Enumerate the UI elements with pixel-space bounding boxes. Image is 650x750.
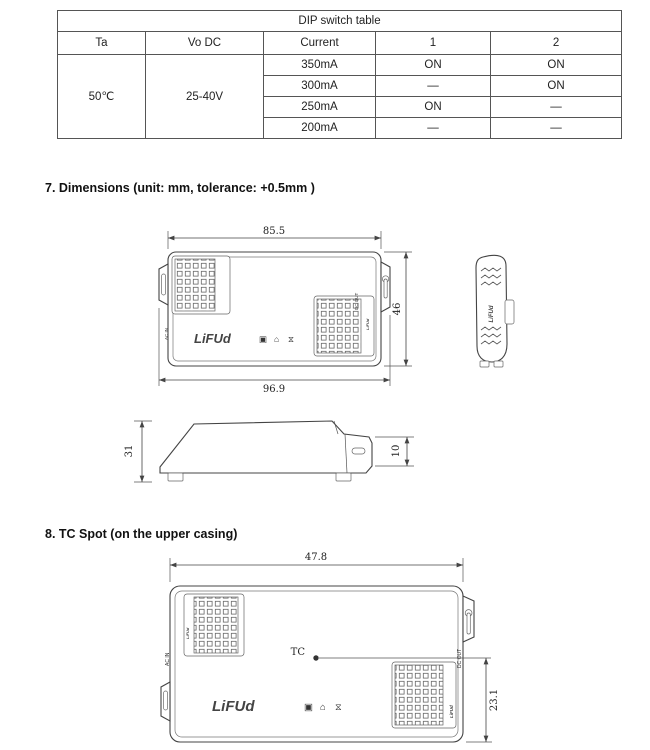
class2-enclosure-icon: ▣ <box>304 702 313 713</box>
dim-label-overall-width: 96.9 <box>262 384 286 395</box>
brand-mark-small: LiFUd <box>185 627 190 639</box>
brand-mark-small: LiFUd <box>449 705 454 718</box>
sw2-cell: ON <box>491 76 622 97</box>
dim-label-tab-height: 10 <box>391 444 402 458</box>
section-8-heading: 8. TC Spot (on the upper casing) <box>45 527 238 541</box>
col-header-vo: Vo DC <box>146 32 264 55</box>
side-outline <box>160 421 372 473</box>
dim-label-top-width: 85.5 <box>262 226 286 237</box>
col-header-current: Current <box>264 32 376 55</box>
table-row <box>58 55 622 76</box>
dc-out-label: DC OUT <box>354 292 359 310</box>
sw2-cell: ON <box>491 55 622 76</box>
current-cell: 300mA <box>264 76 376 97</box>
sw1-cell: ON <box>376 97 491 118</box>
foot-left <box>480 361 489 367</box>
input-pin-grid <box>194 597 238 653</box>
sw1-cell: — <box>376 76 491 97</box>
indoor-use-icon: ⌂ <box>274 334 280 344</box>
sw1-cell: ON <box>376 55 491 76</box>
tab-slot <box>352 448 365 454</box>
col-header-sw2: 2 <box>491 32 622 55</box>
dim-top-width <box>168 226 381 249</box>
brand-mark-small: LiFUd <box>489 305 495 323</box>
table-title: DIP switch table <box>58 11 622 32</box>
col-header-ta: Ta <box>58 32 146 55</box>
class2-enclosure-icon: ▣ <box>259 334 268 344</box>
dim-label-height: 46 <box>392 302 403 316</box>
driver-body <box>161 586 491 742</box>
dc-out-label: DC OUT <box>457 648 463 668</box>
tc-spot-drawing <box>158 544 508 748</box>
ac-in-label: AC IN <box>165 652 171 666</box>
driver-profile-view-drawing <box>450 250 542 372</box>
brand-mark-small: LiFUd <box>365 318 370 330</box>
sw1-cell: — <box>376 118 491 139</box>
section-7-heading: 7. Dimensions (unit: mm, tolerance: +0.5mm ) <box>45 181 315 195</box>
mounting-slot-left <box>164 691 168 710</box>
foot-right <box>494 361 503 367</box>
dim-tab-height <box>375 437 414 466</box>
dim-label-tc-from-bottom: 23.1 <box>489 688 500 712</box>
dip-switch-table <box>57 10 622 139</box>
dim-side-height <box>124 421 152 482</box>
brand-logo: LiFUd <box>212 698 255 715</box>
dim-tc-from-bottom <box>466 658 500 742</box>
sw2-cell: — <box>491 118 622 139</box>
current-cell: 350mA <box>264 55 376 76</box>
ta-value-cell: 50℃ <box>58 55 146 139</box>
driver-side-view-drawing <box>122 410 432 510</box>
current-cell: 200mA <box>264 118 376 139</box>
foot-right <box>336 473 351 481</box>
hourglass-icon: ⧖ <box>288 334 294 344</box>
indoor-use-icon: ⌂ <box>320 702 326 713</box>
side-view-body <box>160 421 372 481</box>
input-pin-grid <box>175 259 215 311</box>
tc-label: TC <box>290 647 305 658</box>
tc-spot-dot <box>313 655 318 660</box>
current-cell: 250mA <box>264 97 376 118</box>
side-connector-tab <box>505 300 514 324</box>
mounting-slot-left <box>162 274 166 295</box>
driver-top-view-drawing <box>128 222 420 402</box>
brand-logo: LiFUd <box>194 331 231 346</box>
dim-label-side-height: 31 <box>124 444 135 458</box>
sw2-cell: — <box>491 97 622 118</box>
output-pin-grid <box>395 665 443 725</box>
foot-left <box>168 473 183 481</box>
dim-label-tc-from-left: 47.8 <box>304 552 328 563</box>
col-header-sw1: 1 <box>376 32 491 55</box>
dim-tc-from-left <box>170 552 463 582</box>
driver-body <box>159 252 390 366</box>
hourglass-icon: ⧖ <box>335 702 342 713</box>
vo-value-cell: 25-40V <box>146 55 264 139</box>
ac-in-label: AC IN <box>164 327 169 340</box>
